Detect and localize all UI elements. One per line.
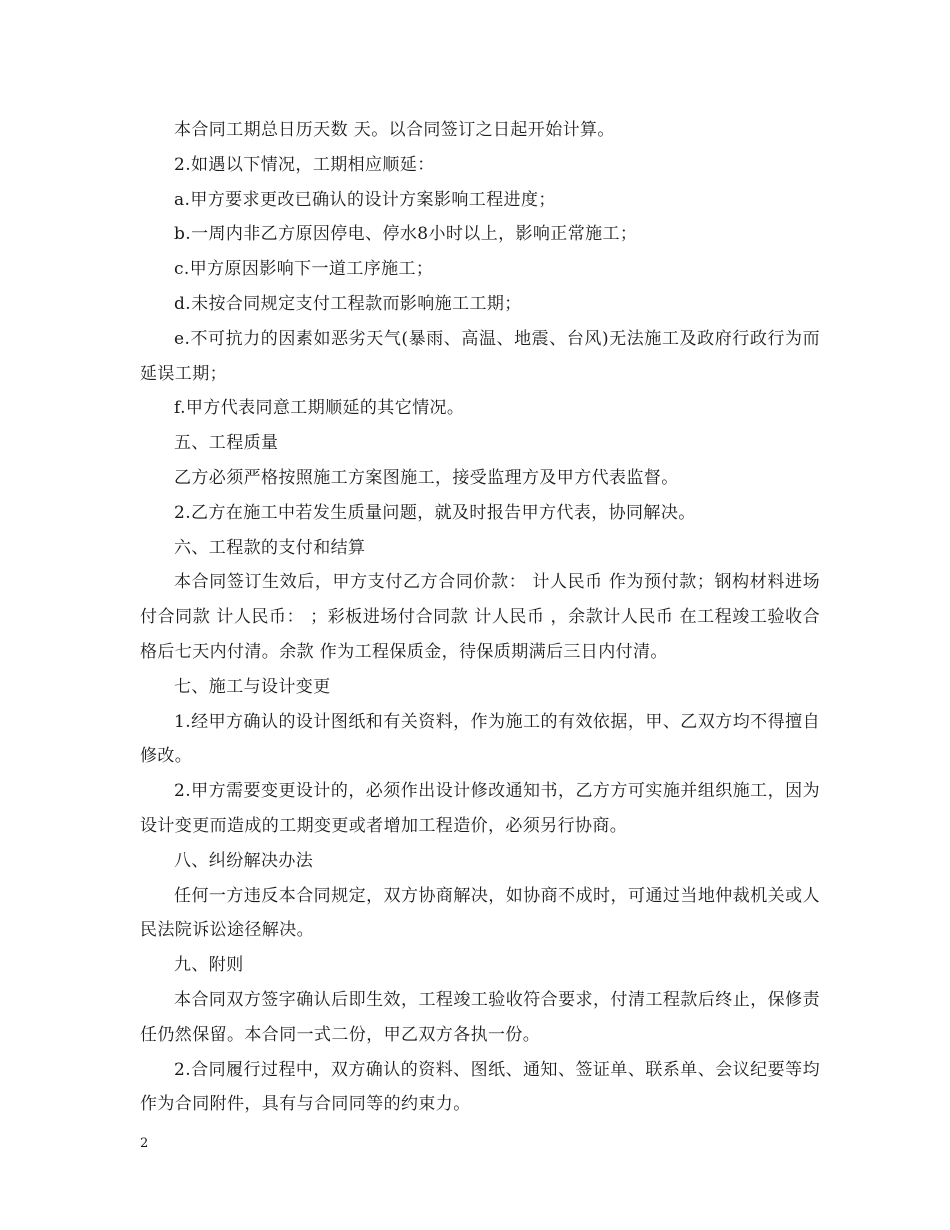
paragraph-extension-e: e.不可抗力的因素如恶劣天气(暴雨、高温、地震、台风)无法施工及政府行政行为而延误工期； bbox=[140, 328, 820, 384]
paragraph-extension-c: c.甲方原因影响下一道工序施工； bbox=[174, 259, 434, 280]
paragraph-extension-intro: 2.如遇以下情况，工期相应顺延： bbox=[174, 154, 435, 175]
paragraph-design-change-1: 1.经甲方确认的设计图纸和有关资料，作为施工的有效依据，甲、乙双方均不得擅自修改。 bbox=[140, 711, 820, 767]
section-heading-appendix: 九、附则 bbox=[174, 955, 244, 976]
paragraph-quality-1: 乙方必须严格按照施工方案图施工，接受监理方及甲方代表监督。 bbox=[174, 467, 679, 488]
paragraph-appendix-2: 2.合同履行过程中，双方确认的资料、图纸、通知、签证单、联系单、会议纪要等均作为合同附件，具有与合同同等的约束力。 bbox=[140, 1059, 820, 1115]
paragraph-duration: 本合同工期总日历天数 天。以合同签订之日起开始计算。 bbox=[174, 120, 615, 140]
paragraph-extension-f: f.甲方代表同意工期顺延的其它情况。 bbox=[174, 398, 465, 419]
paragraph-extension-a: a.甲方要求更改已确认的设计方案影响工程进度； bbox=[174, 189, 556, 210]
section-heading-quality: 五、工程质量 bbox=[174, 433, 279, 454]
section-heading-payment: 六、工程款的支付和结算 bbox=[174, 537, 366, 558]
page-number: 2 bbox=[140, 1136, 149, 1151]
section-heading-dispute: 八、纠纷解决办法 bbox=[174, 850, 314, 871]
paragraph-dispute: 任何一方违反本合同规定，双方协商解决，如协商不成时，可通过当地仲裁机关或人民法院诉讼途径解决。 bbox=[140, 885, 820, 941]
document-body bbox=[140, 113, 820, 1122]
paragraph-extension-b: b.一周内非乙方原因停电、停水8小时以上，影响正常施工； bbox=[174, 224, 638, 245]
paragraph-extension-d: d.未按合同规定支付工程款而影响施工工期； bbox=[174, 293, 522, 314]
paragraph-payment: 本合同签订生效后，甲方支付乙方合同价款： 计人民币 作为预付款；钢构材料进场付合同款 计人民币： ；彩板进场付合同款 计人民币 ，余款计人民币 在工程竣工验收合格后七天内付清。余款 作为工程保质金，待保质期满后三日内付清。 bbox=[140, 572, 820, 662]
paragraph-quality-2: 2.乙方在施工中若发生质量问题，就及时报告甲方代表，协同解决。 bbox=[174, 502, 696, 523]
section-heading-design-change: 七、施工与设计变更 bbox=[174, 676, 331, 697]
paragraph-appendix-1: 本合同双方签字确认后即生效，工程竣工验收符合要求，付清工程款后终止，保修责任仍然保留。本合同一式二份，甲乙双方各执一份。 bbox=[140, 989, 820, 1045]
paragraph-design-change-2: 2.甲方需要变更设计的，必须作出设计修改通知书，乙方方可实施并组织施工，因为设计变更而造成的工期变更或者增加工程造价，必须另行协商。 bbox=[140, 781, 820, 836]
